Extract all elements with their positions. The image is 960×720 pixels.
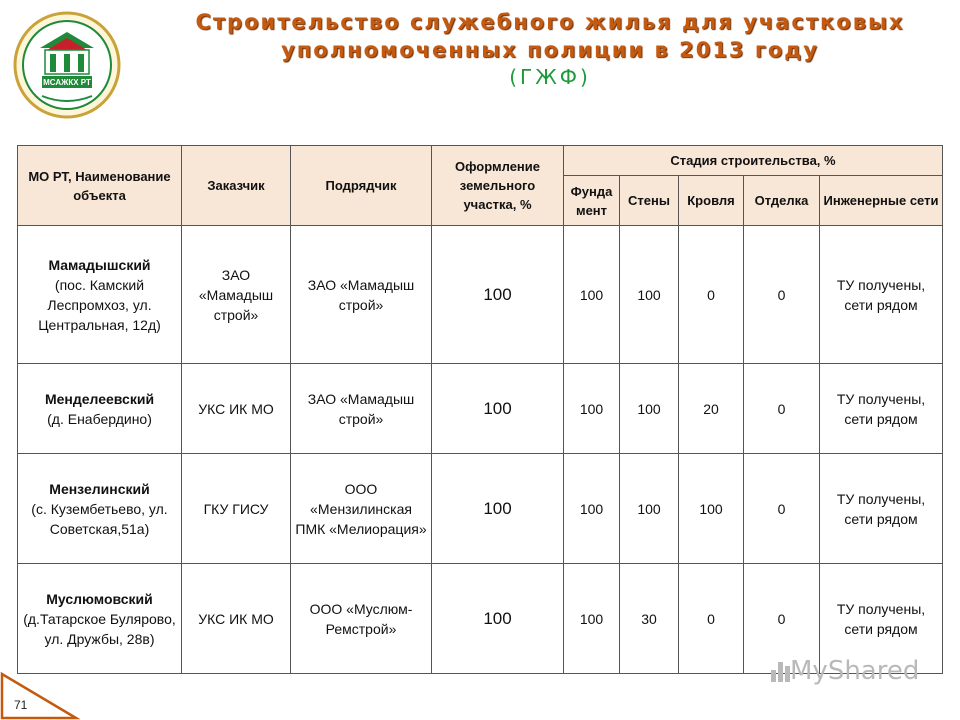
header-networks: Инженерные сети — [820, 176, 943, 226]
networks-cell: ТУ получены, сети рядом — [820, 454, 943, 564]
header-land: Оформление земельного участка, % — [432, 146, 564, 226]
networks-cell: ТУ получены, сети рядом — [820, 564, 943, 674]
construction-table — [17, 145, 943, 674]
finish-cell: 0 — [744, 564, 820, 674]
contractor-cell: ЗАО «Мамадыш строй» — [291, 364, 432, 454]
header-foundation: Фунда мент — [564, 176, 620, 226]
land-cell: 100 — [432, 454, 564, 564]
land-cell: 100 — [432, 564, 564, 674]
ministry-logo — [12, 10, 122, 120]
header-finish: Отделка — [744, 176, 820, 226]
object-name: Муслюмовский — [46, 590, 153, 607]
page-title — [140, 8, 960, 90]
object-name: Мензелинский — [49, 480, 150, 497]
contractor-cell: ЗАО «Мамадыш строй» — [291, 226, 432, 364]
table-row — [18, 364, 943, 454]
object-address: (пос. Камский Леспромхоз, ул. Центральная, 12д) — [38, 276, 161, 333]
customer-cell: УКС ИК МО — [182, 364, 291, 454]
walls-cell: 100 — [620, 364, 679, 454]
finish-cell: 0 — [744, 364, 820, 454]
networks-cell: ТУ получены, сети рядом — [820, 226, 943, 364]
finish-cell: 0 — [744, 454, 820, 564]
watermark-text: MyShared — [790, 656, 920, 686]
walls-cell: 100 — [620, 226, 679, 364]
networks-cell: ТУ получены, сети рядом — [820, 364, 943, 454]
roof-cell: 20 — [679, 364, 744, 454]
object-name: Менделеевский — [44, 390, 155, 407]
object-address: (с. Кузембетьево, ул. Советская,51а) — [31, 500, 168, 537]
header-object: МО РТ, Наименование объекта — [18, 146, 182, 226]
table-row — [18, 226, 943, 364]
walls-cell: 30 — [620, 564, 679, 674]
title-line-2: уполномоченных полиции в 2013 году — [281, 38, 819, 62]
foundation-cell: 100 — [564, 226, 620, 364]
title-subtitle: (ГЖФ) — [509, 65, 591, 89]
object-address: (д. Енабердино) — [47, 410, 152, 427]
page-number: 71 — [14, 698, 28, 712]
roof-cell: 0 — [679, 226, 744, 364]
logo-text: МСАЖКХ РТ — [43, 78, 91, 87]
foundation-cell: 100 — [564, 564, 620, 674]
finish-cell: 0 — [744, 226, 820, 364]
customer-cell: УКС ИК МО — [182, 564, 291, 674]
table-row — [18, 454, 943, 564]
header-roof: Кровля — [679, 176, 744, 226]
contractor-cell: ООО «Мензилинская ПМК «Мелиорация» — [291, 454, 432, 564]
bar-chart-icon — [770, 658, 790, 682]
page-corner-triangle — [0, 672, 80, 720]
title-line-1: Строительство служебного жилья для участковых — [195, 10, 905, 34]
roof-cell: 100 — [679, 454, 744, 564]
header-stage: Стадия строительства, % — [564, 146, 943, 176]
contractor-cell: ООО «Муслюм-Ремстрой» — [291, 564, 432, 674]
object-address: (д.Татарское Булярово, ул. Дружбы, 28в) — [23, 610, 176, 647]
foundation-cell: 100 — [564, 454, 620, 564]
land-cell: 100 — [432, 364, 564, 454]
land-cell: 100 — [432, 226, 564, 364]
customer-cell: ГКУ ГИСУ — [182, 454, 291, 564]
header-customer: Заказчик — [182, 146, 291, 226]
header-walls: Стены — [620, 176, 679, 226]
customer-cell: ЗАО «Мамадыш строй» — [182, 226, 291, 364]
object-name: Мамадышский — [48, 256, 151, 273]
roof-cell: 0 — [679, 564, 744, 674]
header-contractor: Подрядчик — [291, 146, 432, 226]
watermark — [770, 656, 919, 686]
foundation-cell: 100 — [564, 364, 620, 454]
walls-cell: 100 — [620, 454, 679, 564]
